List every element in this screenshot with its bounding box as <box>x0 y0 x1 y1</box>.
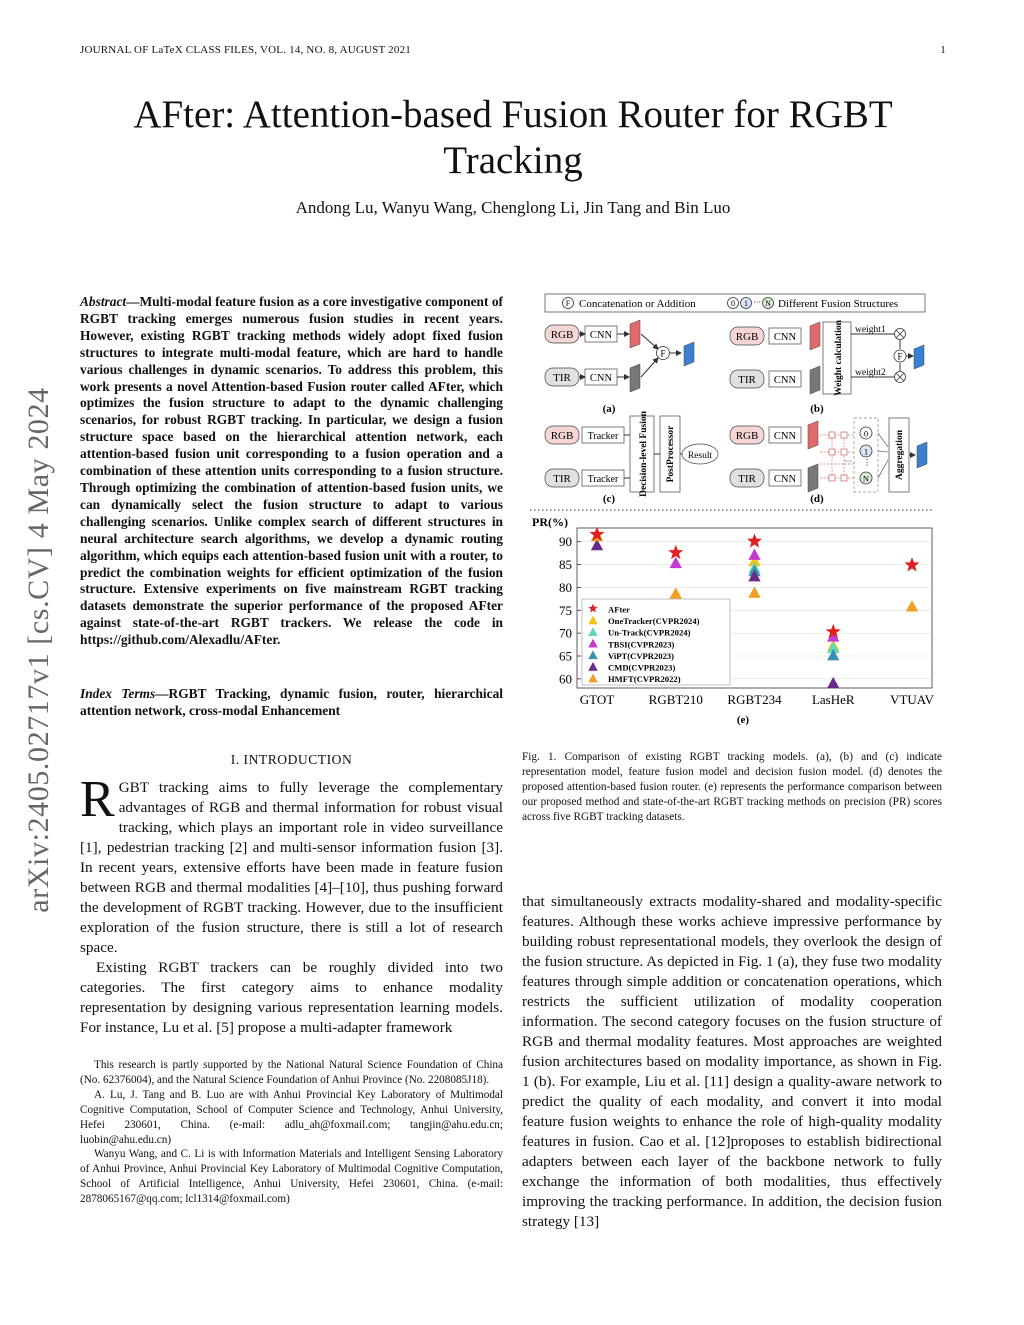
right-column-text <box>522 892 942 1232</box>
panel-e-label: (e) <box>736 714 750 726</box>
panel-d <box>730 418 927 505</box>
figure-1-svg <box>522 292 942 732</box>
a-fusion-f: F <box>660 348 666 359</box>
a-tir-label: TIR <box>553 372 571 384</box>
d-aggregation: Aggregation <box>895 430 905 480</box>
d-struct-n: N <box>862 473 870 484</box>
author-list: Andong Lu, Wanyu Wang, Chenglong Li, Jin Tang and Bin Luo <box>295 198 731 217</box>
arxiv-id: arXiv:2405.02717v1 [cs.CV] 4 May 2024 <box>22 387 55 913</box>
c-tracker-bottom: Tracker <box>587 474 619 485</box>
intro-paragraph-1 <box>80 771 503 958</box>
journal-header: JOURNAL OF LaTeX CLASS FILES, VOL. 14, NO. 8, AUGUST 2021 <box>80 44 411 56</box>
legend-entry: OneTracker(CVPR2024) <box>608 616 700 627</box>
legend-entry: HMFT(CVPR2022) <box>608 674 681 685</box>
chart-ylabel: PR(%) <box>532 515 568 529</box>
x-tick-label: GTOT <box>579 692 615 707</box>
b-fusion-f: F <box>897 351 903 362</box>
b-weight2: weight2 <box>855 368 886 378</box>
intro-body <box>80 771 503 1038</box>
index-terms-text: —RGBT Tracking, dynamic fusion, router, hierarchical attention network, cross-modal Enhancement <box>80 686 503 718</box>
x-tick-label: VTUAV <box>890 692 934 707</box>
y-tick-label: 90 <box>559 534 572 550</box>
c-tracker-top: Tracker <box>587 431 619 442</box>
abstract <box>80 294 503 649</box>
footnote-funding: This research is partly supported by the National Natural Science Foundation of China (No. 62376004), and the Natural Science Foundation of Anhui Province (No. 2208085J18). <box>80 1059 503 1086</box>
y-tick-label: 70 <box>559 625 572 641</box>
d-ellipsis: ··· <box>844 457 852 466</box>
page-number: 1 <box>940 44 946 56</box>
intro-p1-text: GBT tracking aims to fully leverage the complementary advantages of RGB and thermal information for robust visual tracking, which plays an important role in video surveillance [1], pedestrian tracking [2] and multi-sensor information fusion [3]. In recent years, extensive efforts have been made in feature fusion between RGB and thermal modalities [4]–[10], thus pushing forward the development of RGBT tracking. However, due to the insufficient exploration of the fusion structure, there is still a lot of research space. <box>80 779 503 956</box>
running-head <box>80 44 946 56</box>
panel-a-label: (a) <box>602 403 616 415</box>
legend-f: F <box>565 299 571 308</box>
index-terms <box>80 686 503 720</box>
b-cnn-top: CNN <box>773 332 797 343</box>
b-rgb-label: RGB <box>735 331 759 343</box>
c-postprocessor: PostProcessor <box>666 425 676 483</box>
d-rgb-label: RGB <box>735 430 759 442</box>
y-tick-label: 60 <box>559 671 572 687</box>
figure-1 <box>522 292 942 732</box>
a-cnn-bottom: CNN <box>589 373 613 384</box>
legend-0: 0 <box>731 299 735 308</box>
a-cnn-top: CNN <box>589 330 613 341</box>
section-heading: I. INTRODUCTION <box>230 752 353 767</box>
arxiv-stamp <box>14 350 64 950</box>
panel-c-label: (c) <box>602 493 616 505</box>
intro-paragraph-2: Existing RGBT trackers can be roughly divided into two categories. The first category aims to enhance modality representation by designing various representation learning models. For instance, Lu et al. [5] propose a multi-adapter framework <box>80 959 503 1036</box>
b-cnn-bottom: CNN <box>773 375 797 386</box>
legend-entry: ViPT(CVPR2023) <box>608 650 675 661</box>
d-tir-label: TIR <box>738 473 756 485</box>
x-tick-label: RGBT210 <box>648 692 703 707</box>
b-weight-calc: Weight calculation <box>834 320 844 396</box>
c-tir-label: TIR <box>553 473 571 485</box>
footnotes <box>80 1058 503 1207</box>
d-struct-1: 1 <box>863 446 869 457</box>
legend-structs: Different Fusion Structures <box>778 298 899 310</box>
paper-title: AFter: Attention-based Fusion Router for RGBT Tracking <box>133 93 893 182</box>
footnote-affiliation-2: Wanyu Wang, and C. Li is with Information Materials and Intelligent Sensing Laboratory of Anhui Province, Anhui Provincial Key Laboratory of Multimodal Cognitive Computation, School of Artificial Intelligence, Anhui University, Hefei 230601, China. (e-mail: 2878065167@qq.com; lcl1314@foxmail.com) <box>80 1148 503 1206</box>
y-tick-label: 85 <box>559 557 572 573</box>
abstract-label: Abstract <box>80 294 127 309</box>
a-rgb-label: RGB <box>550 329 574 341</box>
legend-entry: TBSI(CVPR2023) <box>608 639 675 650</box>
y-tick-label: 75 <box>559 602 572 618</box>
panel-b-label: (b) <box>810 403 824 415</box>
legend-n: N <box>765 299 771 308</box>
legend-concat: Concatenation or Addition <box>579 298 696 310</box>
footnote-affiliation-1: A. Lu, J. Tang and B. Luo are with Anhui Provincial Key Laboratory of Multimodal Cognitive Computation, School of Computer Science and Technology, Anhui University, Hefei 230601, China. (e-mail: adlu_ah@foxmail.com; tangjin@ahu.edu.cn; luobin@ahu.edu.cn) <box>80 1088 503 1146</box>
right-paragraph: that simultaneously extracts modality-shared and modality-specific features. Although these works achieve impressive performance by building robust representational models, they overlook the design of the fusion structure. As depicted in Fig. 1 (a), they fuse two modality features through simple addition or concatenation operations, which restricts the sufficient utilization of modality cooperation information. The second category focuses on the fusion structure of RGB and thermal modality features. Most approaches are weighted fusion architectures based on modality importance, as shown in Fig. 1 (b). For example, Liu et al. [11] design a quality-aware network to predict the quality of each modality, and convert it into modal feature fusion weights to enhance the role of high-quality modality features in fusion. Cao et al. [12]proposes to establish bidirectional adapters between each layer of the backbone network to fully exchange the information of both modalities, thus effectively improving the tracking performance. In addition, the decision fusion strategy [13] <box>522 893 942 1230</box>
legend-entry: Un-Track(CVPR2024) <box>608 627 691 638</box>
panel-c <box>545 410 718 505</box>
figure-caption: Fig. 1. Comparison of existing RGBT tracking models. (a), (b) and (c) indicate representation model, feature fusion model and decision fusion model. (d) denotes the proposed attention-based fusion router. (e) represents the performance comparison between our proposed method and state-of-the-art RGBT tracking methods on precision (PR) scores across five RGBT tracking datasets. <box>522 751 942 823</box>
b-weight1: weight1 <box>855 325 886 335</box>
d-cnn-top: CNN <box>773 431 797 442</box>
c-rgb-label: RGB <box>550 430 574 442</box>
x-tick-label: RGBT234 <box>727 692 782 707</box>
index-terms-label: Index Terms <box>80 686 156 701</box>
y-tick-label: 65 <box>559 648 572 664</box>
legend-ellipsis: ··· <box>753 298 761 307</box>
panel-a <box>545 320 694 415</box>
c-decision-fusion: Decision-level Fusion <box>639 411 649 497</box>
d-cnn-bottom: CNN <box>773 474 797 485</box>
legend-entry: AFter <box>608 604 630 615</box>
c-result: Result <box>687 451 713 461</box>
y-tick-label: 80 <box>559 579 572 595</box>
panel-b <box>730 319 924 415</box>
d-struct-0: 0 <box>863 428 869 439</box>
legend-1: 1 <box>744 299 748 308</box>
x-tick-label: LasHeR <box>811 692 855 707</box>
panel-d-label: (d) <box>810 493 824 505</box>
d-vdots: ⋮ <box>863 458 871 467</box>
panel-e-chart <box>532 515 935 726</box>
legend-entry: CMD(CVPR2023) <box>608 662 676 673</box>
b-tir-label: TIR <box>738 374 756 386</box>
abstract-text: —Multi-modal feature fusion as a core investigative component of RGBT tracking emerges numerous fusion studies in recent years. However, existing RGBT tracking methods widely adopt fixed fusion structures to integrate multi-modal feature, which are hard to handle various challenges in dynamic scenarios. To address this problem, this work presents a novel Attention-based Fusion router called AFter, which optimizes the fusion structure to adapt to the dynamic challenging scenarios, for robust RGBT tracking. In particular, we design a fusion structure space based on the hierarchical attention network, each attention-based fusion unit corresponding to a fusion operation and a combination of these attention units corresponding to a fusion structure. Through optimizing the combination of attention-based fusion units, we can dynamically select the fusion structure to adapt to various challenging scenarios. Unlike complex search of different structures in neural architecture search algorithms, we develop a dynamic routing algorithm, which equips each attention-based fusion unit with a router, to predict the combination weights for efficient optimization of the fusion structure. Extensive experiments on five mainstream RGBT tracking datasets demonstrate the superior performance of the proposed AFter against state-of-the-art RGBT trackers. We release the code in https://github.com/Alexadlu/AFter. <box>80 294 503 648</box>
drop-cap: R <box>80 771 115 828</box>
